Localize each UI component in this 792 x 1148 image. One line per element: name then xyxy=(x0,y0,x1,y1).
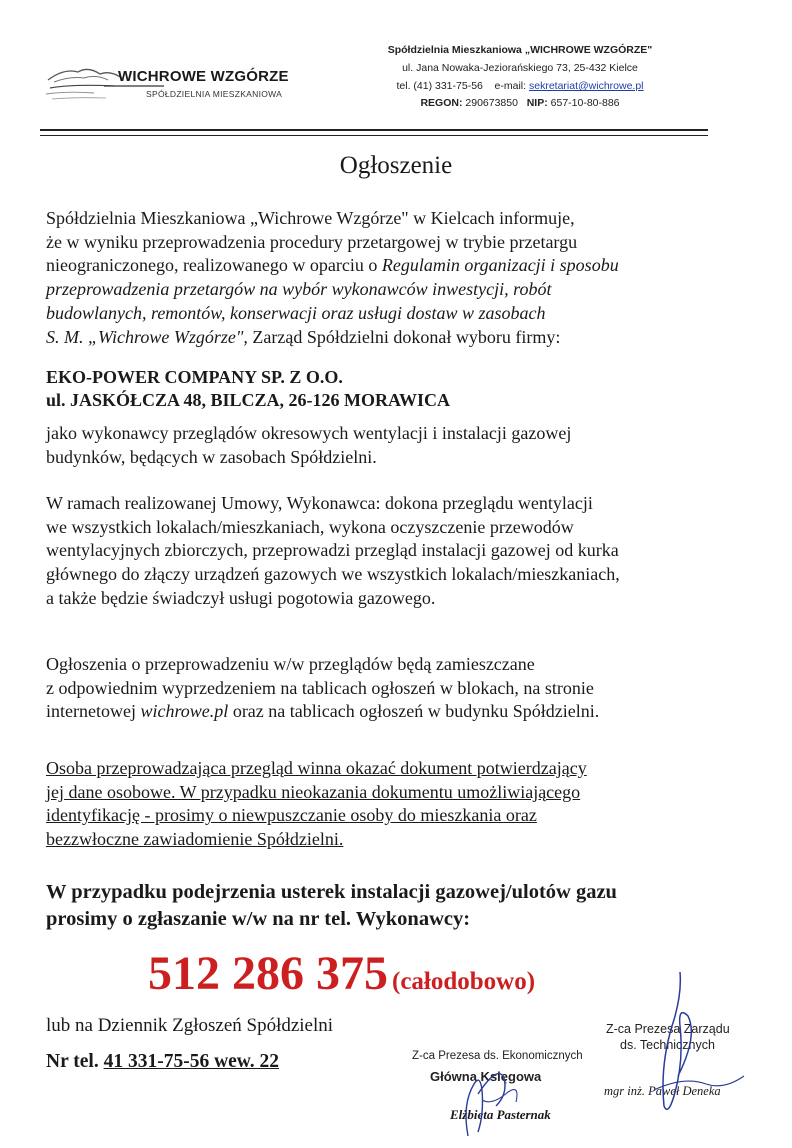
alt-contact-number: 41 331-75-56 wew. 22 xyxy=(103,1051,280,1072)
regon-label: REGON: xyxy=(420,97,463,109)
header-address: ul. Jana Nowaka-Jeziorańskiego 73, 25-432 Kielce xyxy=(402,62,638,74)
role-line: budynków, będących w zasobach Spółdzielni. xyxy=(46,446,377,467)
intro-line: przeprowadzenia przetargów na wybór wykonawców inwestycji, robót xyxy=(46,279,552,300)
nip-label: NIP: xyxy=(526,97,548,109)
role-line: jako wykonawcy przeglądów okresowych wentylacji i instalacji gazowej xyxy=(46,423,572,443)
warning-line: Osoba przeprowadzająca przegląd winna okazać dokument potwierdzający xyxy=(46,758,587,778)
header-org-name: Spółdzielnia Mieszkaniowa „WICHROWE WZGÓRZE" xyxy=(387,44,653,56)
signature-right-role-1: Z-ca Prezesa Zarządu xyxy=(606,1022,730,1036)
company-name: EKO-POWER COMPANY SP. Z O.O. xyxy=(46,367,343,387)
warning-paragraph xyxy=(46,757,746,852)
emergency-line: W przypadku podejrzenia usterek instalacji gazowej/ulotów gazu xyxy=(46,881,617,903)
scope-line: we wszystkich lokalach/mieszkaniach, wykona oczyszczenie przewodów xyxy=(46,516,574,537)
intro-line: że w wyniku przeprowadzenia procedury przetargowej w trybie przetargu xyxy=(46,231,578,252)
signature-block-right xyxy=(594,966,774,1136)
logo-name: WICHROWE WZGÓRZE xyxy=(118,68,289,85)
signature-right-name: mgr inż. Paweł Deneka xyxy=(604,1084,721,1098)
signature-right-role-2: ds. Technicznych xyxy=(620,1038,715,1052)
header-email-link[interactable]: sekretariat@wichrowe.pl xyxy=(528,80,644,92)
scope-line: W ramach realizowanej Umowy, Wykonawca: dokona przeglądu wentylacji xyxy=(46,493,593,513)
company-address: ul. JASKÓŁCZA 48, BILCZA, 26-126 MORAWICA xyxy=(46,390,451,410)
emergency-phone-note: (całodobowo) xyxy=(392,968,536,995)
scope-line: głównego do złączy urządzeń gazowych we wszystkich lokalach/mieszkaniach, xyxy=(46,564,620,585)
intro-line: Spółdzielnia Mieszkaniowa „Wichrowe Wzgórze" w Kielcach informuje, xyxy=(46,208,575,228)
regon-value: 290673850 xyxy=(465,97,518,109)
notices-line: z odpowiednim wyprzedzeniem na tablicach ogłoszeń w blokach, na stronie xyxy=(46,677,594,698)
intro-line: S. M. „Wichrowe Wzgórze", Zarząd Spółdzielni dokonał wyboru firmy: xyxy=(46,326,561,347)
header-divider-bottom xyxy=(40,135,708,136)
notices-line: internetowej wichrowe.pl oraz na tablicach ogłoszeń w budynku Spółdzielni. xyxy=(46,701,600,722)
emergency-phone-number: 512 286 375 xyxy=(148,947,388,1000)
scope-line: wentylacyjnych zbiorczych, przeprowadzi przegląd instalacji gazowej od kurka xyxy=(46,540,619,561)
organization-logo xyxy=(44,58,324,108)
regulation-title: Regulamin organizacji i sposobu xyxy=(381,255,619,276)
logo-subtitle: SPÓŁDZIELNIA MIESZKANIOWA xyxy=(146,89,283,99)
notices-line: Ogłoszenia o przeprowadzeniu w/w przeglądów będą zamieszczane xyxy=(46,654,535,674)
intro-paragraph xyxy=(46,207,746,349)
emergency-paragraph xyxy=(46,879,746,933)
warning-line: bezzwłoczne zawiadomienie Spółdzielni. xyxy=(46,829,344,850)
scope-line: a także będzie świadczył usługi pogotowia gazowego. xyxy=(46,587,436,608)
intro-line: nieograniczonego, realizowanego w oparciu o Regulamin organizacji i sposobu xyxy=(46,255,619,276)
nip-value: 657-10-80-886 xyxy=(550,97,620,109)
handwritten-signature-left-icon xyxy=(408,1044,604,1144)
warning-line: identyfikację - prosimy o niewpuszczanie osoby do mieszkania oraz xyxy=(46,805,537,826)
handwritten-signature-right-icon xyxy=(594,966,774,1136)
role-paragraph xyxy=(46,422,746,469)
website-name: wichrowe.pl xyxy=(140,701,229,722)
signature-left-title: Główna Księgowa xyxy=(430,1069,542,1084)
header-divider-top xyxy=(40,129,708,131)
warning-line: jej dane osobowe. W przypadku nieokazania dokumentu umożliwiającego xyxy=(46,781,581,802)
header-contact xyxy=(360,80,680,92)
header-registry xyxy=(360,97,680,109)
intro-line: budowlanych, remontów, konserwacji oraz usługi dostaw w zasobach xyxy=(46,302,546,323)
emergency-phone xyxy=(148,946,535,1001)
signature-left-role: Z-ca Prezesa ds. Ekonomicznych xyxy=(412,1050,583,1062)
header-phone: tel. (41) 331-75-56 xyxy=(396,80,483,92)
scope-paragraph xyxy=(46,492,746,611)
alt-contact-text: lub na Dziennik Zgłoszeń Spółdzielni xyxy=(46,1015,334,1036)
alt-contact-label: Nr tel. xyxy=(46,1051,99,1072)
emergency-line: prosimy o zgłaszanie w/w na nr tel. Wykonawcy: xyxy=(46,908,471,930)
header-email-label: e-mail: xyxy=(494,80,527,92)
signature-left-name: Elżbieta Pasternak xyxy=(450,1107,551,1122)
notices-paragraph xyxy=(46,653,746,724)
signature-block-left xyxy=(408,1044,604,1144)
page-title: Ogłoszenie xyxy=(339,152,453,179)
